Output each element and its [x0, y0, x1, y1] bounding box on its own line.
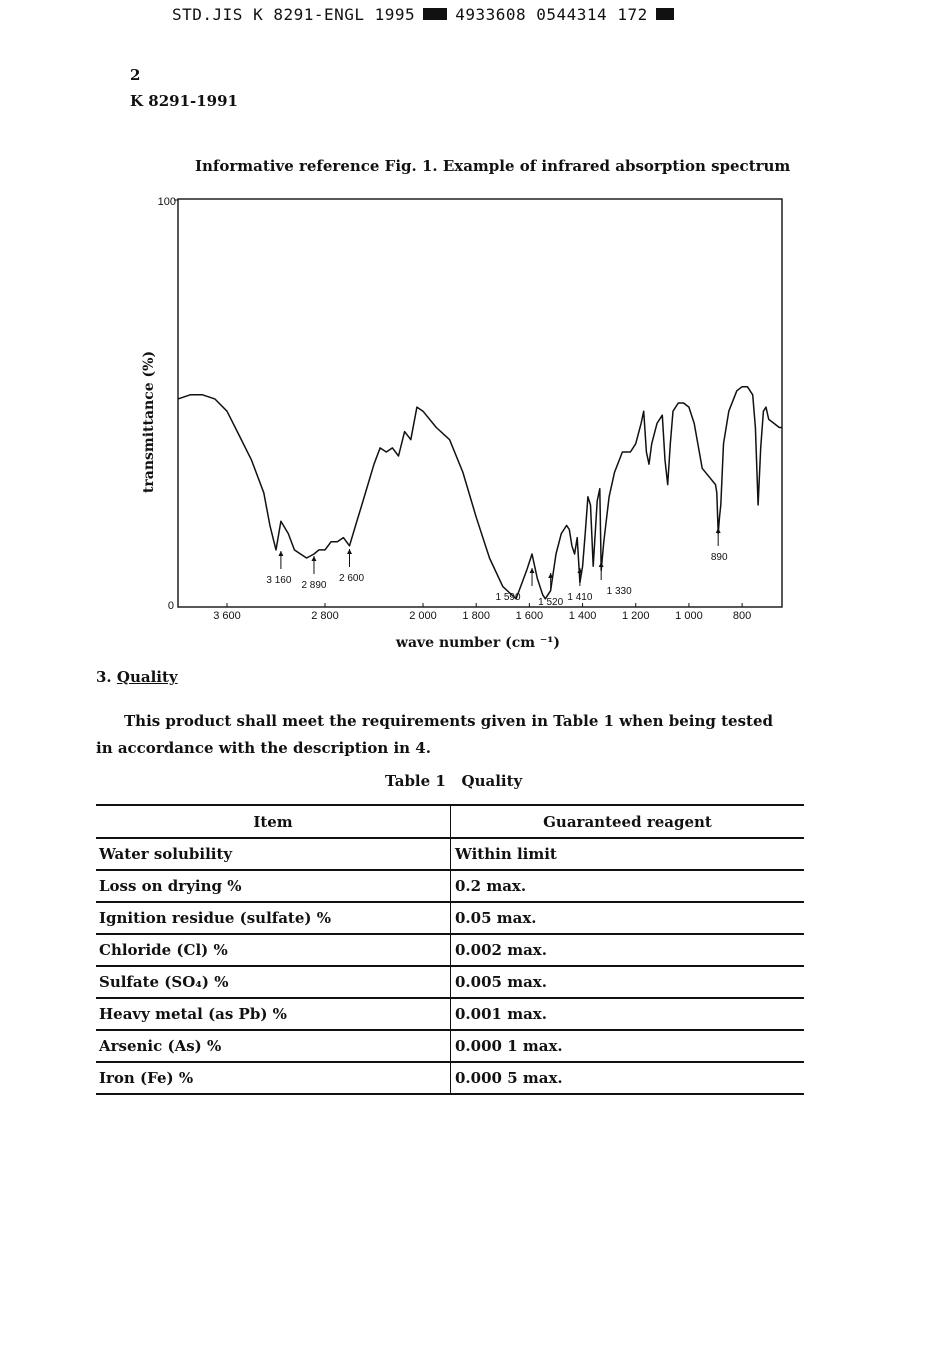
value-cell: Within limit [451, 838, 805, 870]
value-cell: 0.05 max. [451, 902, 805, 934]
x-tick-label: 1 200 [621, 610, 650, 622]
x-axis-title: wave number (cm ⁻¹) [395, 635, 561, 651]
peak-label: 1 590 [495, 592, 521, 603]
plot-frame [178, 199, 782, 607]
peak-label: 2 890 [301, 580, 327, 591]
peak-label: 2 600 [338, 573, 365, 584]
peak-label: 1 330 [606, 586, 632, 597]
value-cell: 0.000 5 max. [451, 1062, 805, 1094]
section-number: 3. [96, 668, 112, 686]
item-cell: Heavy metal (as Pb) % [96, 998, 451, 1030]
table-header-row [96, 805, 804, 838]
value-cell: 0.005 max. [451, 966, 805, 998]
item-cell: Arsenic (As) % [96, 1030, 451, 1062]
table-row [96, 902, 804, 934]
peak-arrowhead [599, 562, 604, 567]
table-row [96, 998, 804, 1030]
y-axis-title: transmittance (%) [141, 350, 157, 494]
item-cell: Water solubility [96, 838, 451, 870]
y-tick-label: 0 [167, 600, 174, 612]
table-caption: Table 1 Quality [385, 772, 523, 790]
peak-arrowhead [716, 528, 721, 533]
section-title: Quality [116, 668, 178, 686]
section-heading [96, 668, 178, 686]
item-cell: Ignition residue (sulfate) % [96, 902, 451, 934]
table-row [96, 870, 804, 902]
y-tick-label: 100 [157, 196, 176, 208]
section-paragraph [96, 708, 786, 762]
x-tick-label: 2 800 [311, 610, 339, 622]
peak-label: 1 410 [567, 592, 593, 603]
peak-arrowhead [278, 551, 283, 556]
header-code-left: STD.JIS K 8291-ENGL 1995 [172, 4, 416, 24]
value-cell: 0.002 max. [451, 934, 805, 966]
item-cell: Iron (Fe) % [96, 1062, 451, 1094]
figure-caption: Informative reference Fig. 1. Example of infrared absorption spectrum [195, 157, 791, 175]
table-row [96, 838, 804, 870]
header-code-mid: 4933608 0544314 172 [455, 4, 648, 24]
table-row [96, 1030, 804, 1062]
table-row [96, 934, 804, 966]
paragraph-text: This product shall meet the requirements given in Table 1 when being tested in accordance with the description in 4. [96, 712, 773, 757]
header-guaranteed-reagent: Guaranteed reagent [451, 805, 805, 838]
x-tick-label: 1 400 [568, 610, 597, 622]
x-tick-label: 1 600 [515, 610, 544, 622]
table-row [96, 1062, 804, 1094]
header-item: Item [96, 805, 451, 838]
peak-arrowhead [311, 556, 316, 561]
spectrum-line [178, 387, 782, 599]
standard-id: K 8291-1991 [130, 92, 238, 110]
peak-label: 3 160 [266, 575, 292, 586]
value-cell: 0.000 1 max. [451, 1030, 805, 1062]
page-number: 2 [130, 66, 141, 84]
x-tick-label: 2 000 [409, 610, 437, 622]
item-cell: Loss on drying % [96, 870, 451, 902]
x-tick-label: 1 000 [675, 610, 703, 622]
peak-arrowhead [347, 549, 352, 554]
peak-arrowhead [530, 568, 535, 573]
value-cell: 0.2 max. [451, 870, 805, 902]
infrared-spectrum-chart [0, 0, 950, 660]
table-row [96, 966, 804, 998]
x-tick-label: 800 [732, 610, 752, 622]
x-tick-label: 3 600 [213, 610, 241, 622]
peak-label: 890 [710, 552, 728, 563]
item-cell: Chloride (Cl) % [96, 934, 451, 966]
value-cell: 0.001 max. [451, 998, 805, 1030]
item-cell: Sulfate (SO₄) % [96, 966, 451, 998]
peak-label: 1 520 [538, 597, 564, 608]
quality-table [96, 804, 804, 1095]
x-tick-label: 1 800 [462, 610, 490, 622]
